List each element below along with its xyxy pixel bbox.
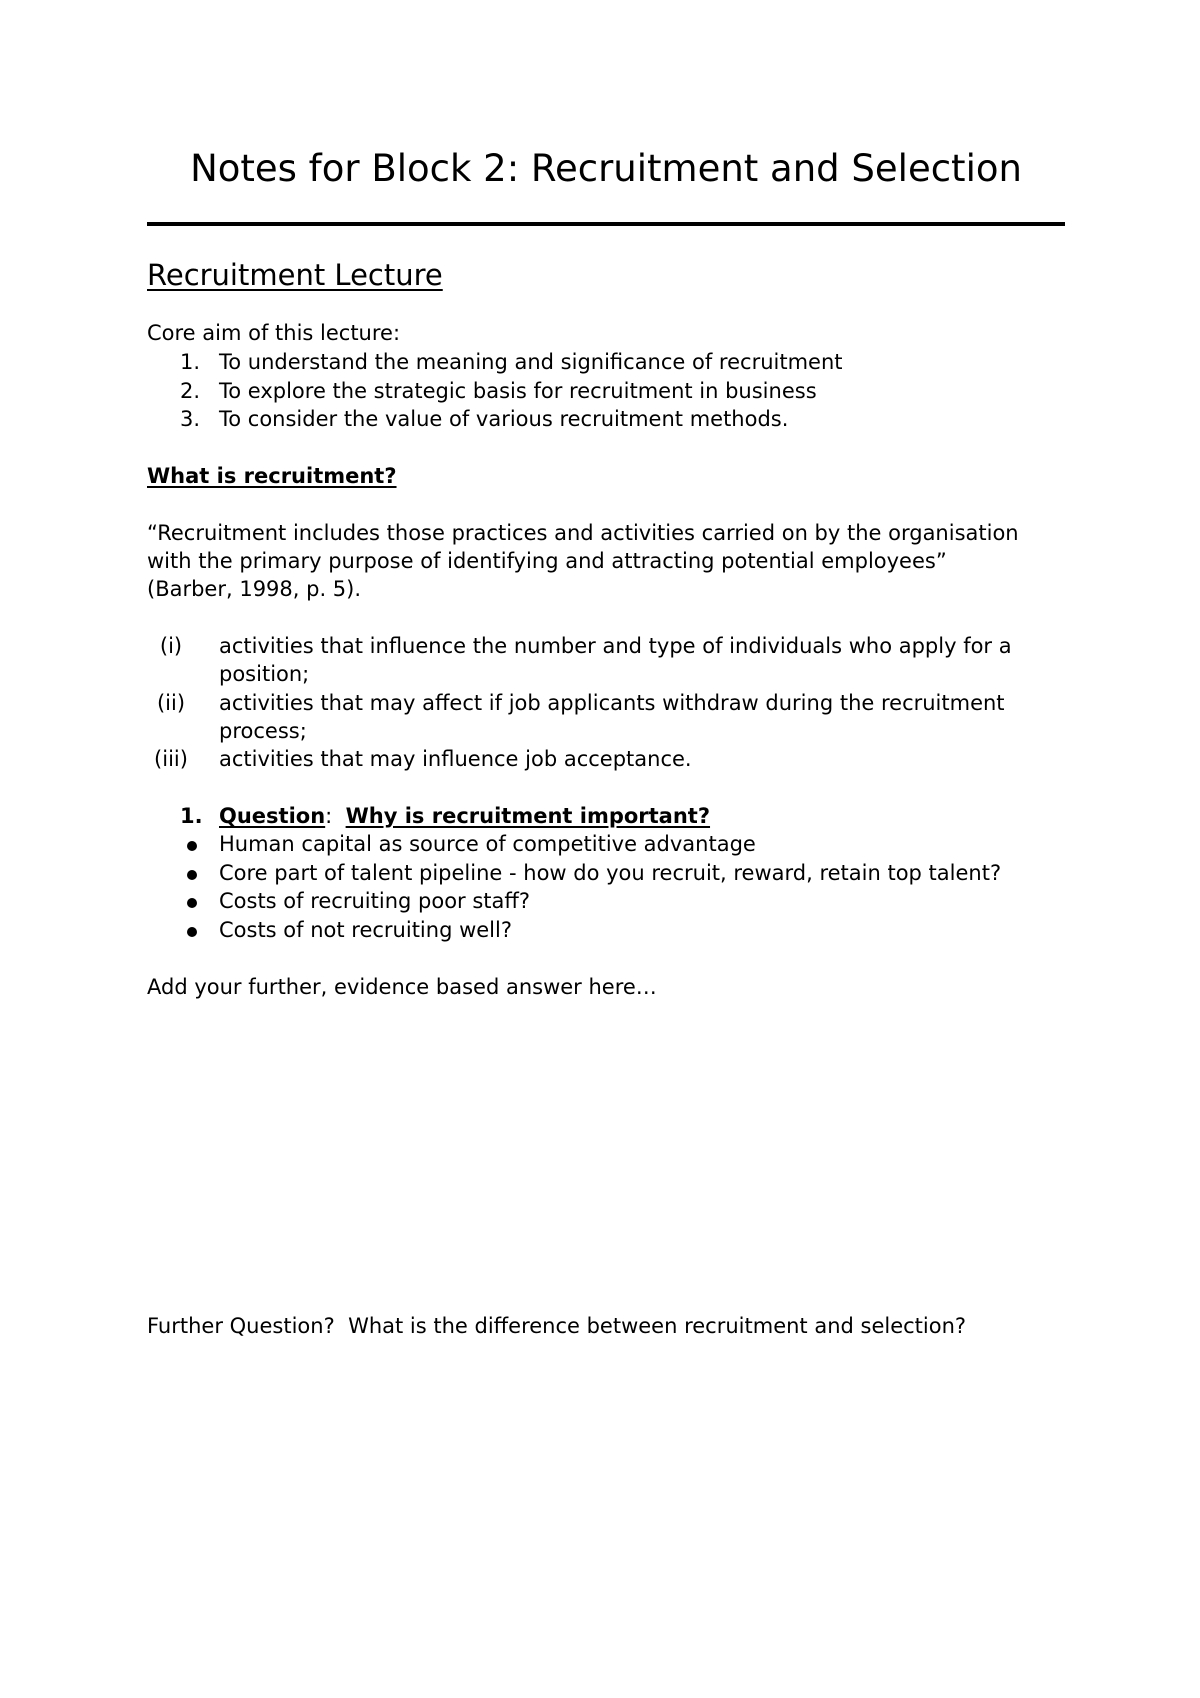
bullet-icon xyxy=(187,898,197,908)
question-1-label: Question xyxy=(219,804,326,828)
question-1-colon: : xyxy=(325,804,333,828)
activity-marker-iii: (iii) xyxy=(154,747,188,771)
question-1-line xyxy=(219,802,710,830)
bullet-icon xyxy=(187,870,197,880)
core-aim-item-2: To explore the strategic basis for recruitment in business xyxy=(219,379,817,403)
title-divider xyxy=(147,222,1065,226)
activity-marker-ii: (ii) xyxy=(156,691,186,715)
question-1-marker: 1. xyxy=(180,804,203,828)
quote-line-2: with the primary purpose of identifying and attracting potential employees” xyxy=(147,549,947,573)
core-aim-marker-3: 3. xyxy=(180,407,201,431)
activity-ii-line-2: process; xyxy=(219,719,307,743)
question-1-bullet-4: Costs of not recruiting well? xyxy=(219,918,512,942)
page-title: Notes for Block 2: Recruitment and Selection xyxy=(190,147,1022,190)
activity-iii-line-1: activities that may influence job acceptance. xyxy=(219,747,692,771)
question-1-bullet-2: Core part of talent pipeline - how do you recruit, reward, retain top talent? xyxy=(219,861,1002,885)
question-1-text: Why is recruitment important? xyxy=(345,804,711,828)
core-aim-item-3: To consider the value of various recruitment methods. xyxy=(219,407,789,431)
activity-ii-line-1: activities that may affect if job applicants withdraw during the recruitment xyxy=(219,691,1005,715)
core-aim-item-1: To understand the meaning and significance of recruitment xyxy=(219,350,843,374)
core-aim-intro: Core aim of this lecture: xyxy=(147,321,401,345)
quote-citation: (Barber, 1998, p. 5). xyxy=(147,577,362,601)
activity-i-line-1: activities that influence the number and type of individuals who apply for a xyxy=(219,634,1012,658)
section-heading: Recruitment Lecture xyxy=(147,258,443,292)
quote-line-1: “Recruitment includes those practices and activities carried on by the organisation xyxy=(147,521,1019,545)
question-1-bullet-3: Costs of recruiting poor staff? xyxy=(219,889,531,913)
further-question: Further Question? What is the difference between recruitment and selection? xyxy=(147,1314,967,1338)
answer-prompt: Add your further, evidence based answer here… xyxy=(147,975,657,999)
what-is-recruitment-heading: What is recruitment? xyxy=(147,464,397,488)
core-aim-marker-2: 2. xyxy=(180,379,201,403)
activity-marker-i: (i) xyxy=(159,634,183,658)
question-1-bullet-1: Human capital as source of competitive advantage xyxy=(219,832,756,856)
core-aim-marker-1: 1. xyxy=(180,350,201,374)
bullet-icon xyxy=(187,927,197,937)
activity-i-line-2: position; xyxy=(219,662,310,686)
bullet-icon xyxy=(187,841,197,851)
